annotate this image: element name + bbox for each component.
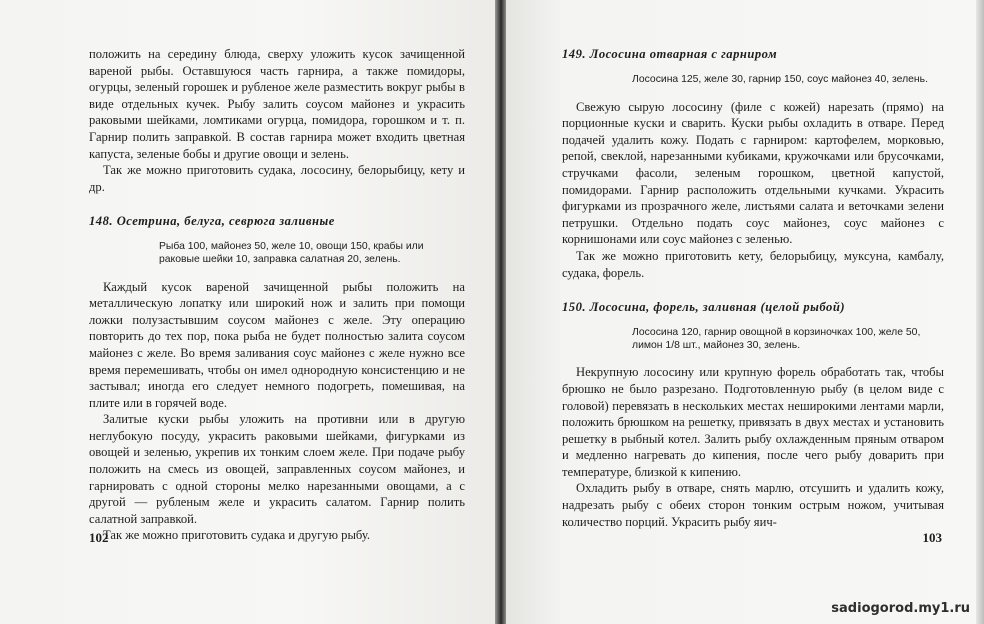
- recipe-150-paragraph: Охладить рыбу в отваре, снять марлю, отсушить и удалить кожу, надрезать рыбу с обеих сторон тонким острым ножом, учитывая количество порций. Украсить рыбу яич-: [562, 481, 944, 529]
- recipe-149-paragraph: Свежую сырую лососину (филе с кожей) нарезать (прямо) на порционные куски и сварить. Куски рыбы охладить в отваре. Перед подачей удалить кожу. Подать с гарниром: картофелем, морковью, репой, свеклой, нарезанными кубиками, кружочками или брусочками, стручками фасоли, зеленым горошком, цветной капустой, помидорами. Гарнир расположить отдельными кучками. Украсить фигурками из прозрачного желе, листьями салата и веточками зелени петрушки. Отдельно подать соус майонез, соус майонез с корнишонами или соус майонез с зеленью.: [562, 99, 944, 247]
- continuation-paragraph: положить на середину блюда, сверху уложить кусок зачищенной вареной рыбы. Оставшуюся часть гарнира, а также помидоры, огурцы, зеленый горошек и рубленое желе разместить вокруг рыбы в виде отдельных кучек. Рыбу залить соусом майонез и украсить раковыми шейками, ломтиками огурца, помидора, горошком и т. п. Гарнир полить заправкой. В состав гарнира может входить цветная капуста, зеленые бобы и другие овощи и зелень.: [89, 47, 465, 161]
- page-number-left: 102: [89, 530, 109, 545]
- recipe-149-heading: 149. Лососина отварная с гарниром: [562, 47, 778, 61]
- recipe-150-paragraph: Некрупную лососину или крупную форель обработать так, чтобы брюшко не было разрезано. Подготовленную рыбу (в целом виде с головой) перевязать в нескольких местах неширокими лентами марли, положить брюшком на решетку, привязать в двух местах и установить решетку в рыбный котел. Залить рыбу охлажденным пряным отваром и медленно нагревать до кипения, после чего рыбу доварить при температуре, близкой к кипению.: [562, 365, 944, 479]
- page-edge-shadow: [976, 0, 984, 624]
- recipe-150-ingredients: Лососина 120, гарнир овощной в корзиночках 100, желе 50, лимон 1/8 шт., майонез 30, зелень.: [632, 327, 921, 351]
- recipe-149-paragraph: Так же можно приготовить кету, белорыбицу, муксуна, камбалу, судака, форель.: [562, 248, 944, 280]
- page-number-right: 103: [922, 530, 942, 545]
- recipe-148-paragraph: Каждый кусок вареной зачищенной рыбы положить на металлическую лопатку или широкий нож и залить при помощи ложки полузастывшим соусом майонез с желе. Эту операцию повторить до тех пор, пока рыба не будет полностью залита соусом майонез с желе. Во время заливания соус майонез с желе нужно все время перемешивать, чтобы он имел однородную консистенцию и не застывал; иногда его следует немного подогреть, помешивая, на плите или в горячей воде.: [89, 279, 465, 410]
- recipe-149-ingredients: Лососина 125, желе 30, гарнир 150, соус майонез 40, зелень.: [632, 74, 928, 85]
- recipe-148-heading: 148. Осетрина, белуга, севрюга заливные: [89, 214, 335, 229]
- continuation-paragraph: Так же можно приготовить судака, лососину, белорыбицу, кету и др.: [89, 163, 465, 194]
- right-page: [506, 0, 984, 624]
- recipe-150-heading: 150. Лососина, форель, заливная (целой рыбой): [562, 300, 846, 315]
- book-spine: [495, 0, 506, 624]
- recipe-148-paragraph: Так же можно приготовить судака и другую рыбу.: [103, 528, 371, 543]
- recipe-148-paragraph: Залитые куски рыбы уложить на противни или в другую неглубокую посуду, украсить раковыми шейками, фигурками из овощей и зеленью, укрепив их тонким слоем желе. При подаче рыбу положить на смесь из овощей, заправленных соусом майонез, и гарнировать с одной стороны мелко нарезанными овощами, а с другой — рубленым желе и украсить салатом. Гарнир полить салатной заправкой.: [89, 412, 465, 526]
- recipe-148-ingredients: Рыба 100, майонез 50, желе 10, овощи 150, крабы или раковые шейки 10, заправка салатная 20, зелень.: [159, 241, 424, 265]
- watermark: sadiogorod.my1.ru: [831, 601, 970, 616]
